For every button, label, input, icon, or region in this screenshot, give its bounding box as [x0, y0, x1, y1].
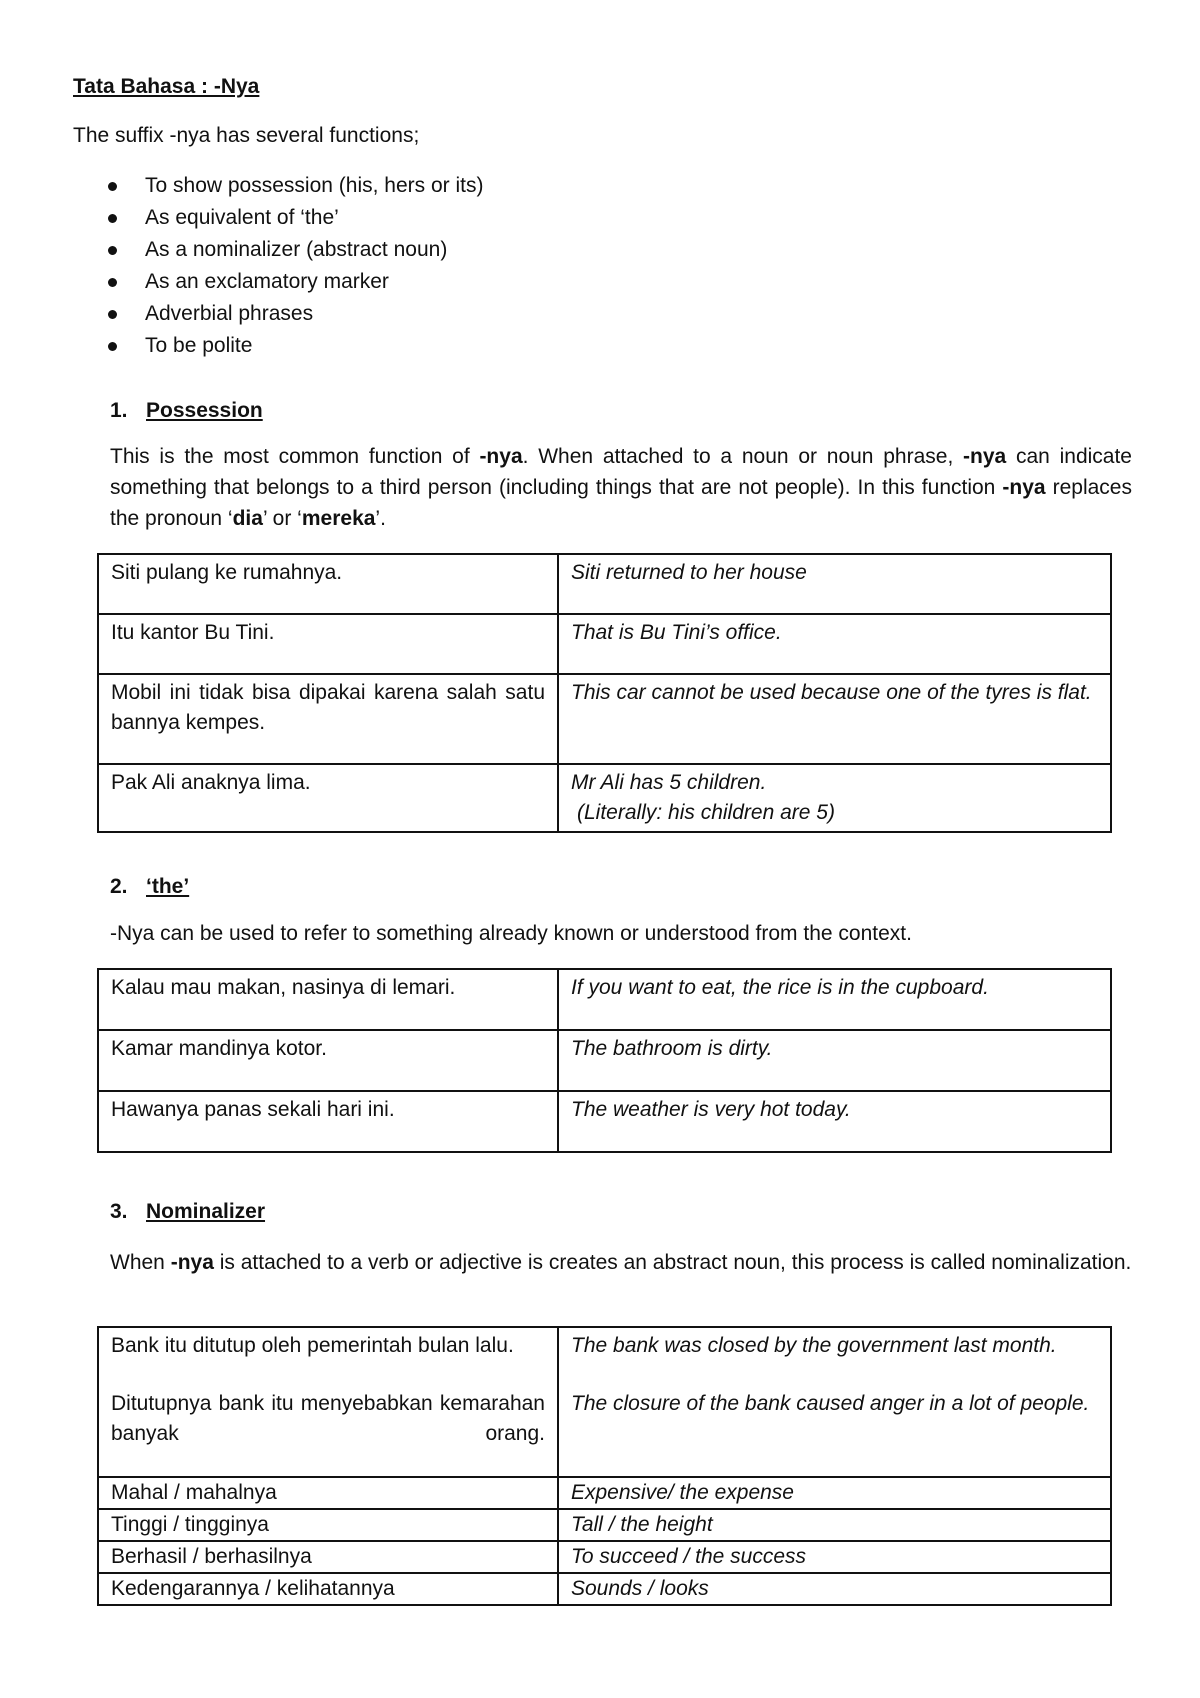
indonesian-cell: Mobil ini tidak bisa dipakai karena salah satu bannya kempes. [98, 674, 558, 764]
table-row [98, 1573, 1111, 1605]
table-row [98, 1541, 1111, 1573]
section-heading-the: 2. ‘the’ [110, 875, 190, 898]
english-cell: That is Bu Tini’s office. [558, 614, 1111, 674]
english-cell: To succeed / the success [558, 1541, 1111, 1573]
table-row [98, 674, 1111, 764]
bullet-icon [108, 342, 117, 351]
example-table-nominalizer [97, 1326, 1112, 1606]
table-row [98, 1509, 1111, 1541]
table-row [98, 1327, 1111, 1477]
bullet-icon [108, 246, 117, 255]
section-heading-nominalizer: 3. Nominalizer [110, 1200, 266, 1223]
english-cell: Mr Ali has 5 children. (Literally: his children are 5) [558, 764, 1111, 832]
bullet-icon [108, 182, 117, 191]
table-row [98, 554, 1111, 614]
bullet-icon [108, 278, 117, 287]
list-item: Adverbial phrases [108, 298, 483, 330]
indonesian-cell: Kedengarannya / kelihatannya [98, 1573, 558, 1605]
table-row [98, 1477, 1111, 1509]
table-row [98, 1030, 1111, 1091]
functions-list [108, 170, 483, 362]
list-item: As a nominalizer (abstract noun) [108, 234, 483, 266]
bullet-icon [108, 310, 117, 319]
section-paragraph-nominalizer: When -nya is attached to a verb or adjective is creates an abstract noun, this process is called nominalization. [110, 1251, 1132, 1274]
section-heading-possession: 1. Possession [110, 399, 263, 422]
english-cell: The bathroom is dirty. [558, 1030, 1111, 1091]
list-item: To be polite [108, 330, 483, 362]
english-cell: If you want to eat, the rice is in the cupboard. [558, 969, 1111, 1030]
bullet-icon [108, 214, 117, 223]
indonesian-cell: Kalau mau makan, nasinya di lemari. [98, 969, 558, 1030]
list-item: To show possession (his, hers or its) [108, 170, 483, 202]
indonesian-cell: Pak Ali anaknya lima. [98, 764, 558, 832]
section-paragraph-the: -Nya can be used to refer to something already known or understood from the context. [110, 922, 912, 945]
intro-text: The suffix -nya has several functions; [73, 124, 420, 147]
english-cell: This car cannot be used because one of the tyres is flat. [558, 674, 1111, 764]
table-row [98, 764, 1111, 832]
indonesian-cell: Bank itu ditutup oleh pemerintah bulan lalu. Ditutupnya bank itu menyebabkan kemarahan banyak orang. [98, 1327, 558, 1477]
indonesian-cell: Tinggi / tingginya [98, 1509, 558, 1541]
indonesian-cell: Siti pulang ke rumahnya. [98, 554, 558, 614]
indonesian-cell: Itu kantor Bu Tini. [98, 614, 558, 674]
english-cell: Siti returned to her house [558, 554, 1111, 614]
english-cell: Expensive/ the expense [558, 1477, 1111, 1509]
list-item: As an exclamatory marker [108, 266, 483, 298]
table-row [98, 969, 1111, 1030]
indonesian-cell: Mahal / mahalnya [98, 1477, 558, 1509]
table-row [98, 614, 1111, 674]
list-item: As equivalent of ‘the’ [108, 202, 483, 234]
example-table-possession [97, 553, 1112, 833]
english-cell: The weather is very hot today. [558, 1091, 1111, 1152]
indonesian-cell: Hawanya panas sekali hari ini. [98, 1091, 558, 1152]
english-cell: Sounds / looks [558, 1573, 1111, 1605]
english-cell: The bank was closed by the government last month. The closure of the bank caused anger in a lot of people. [558, 1327, 1111, 1477]
page-title: Tata Bahasa : -Nya [73, 75, 260, 98]
example-table-the [97, 968, 1112, 1153]
table-row [98, 1091, 1111, 1152]
english-cell: Tall / the height [558, 1509, 1111, 1541]
indonesian-cell: Kamar mandinya kotor. [98, 1030, 558, 1091]
indonesian-cell: Berhasil / berhasilnya [98, 1541, 558, 1573]
section-paragraph-possession: This is the most common function of -nya. When attached to a noun or noun phrase, -nya can indicate something that belongs to a third person (including things that are not people). In this function -nya replaces the pronoun ‘dia’ or ‘mereka’. [110, 445, 1132, 530]
